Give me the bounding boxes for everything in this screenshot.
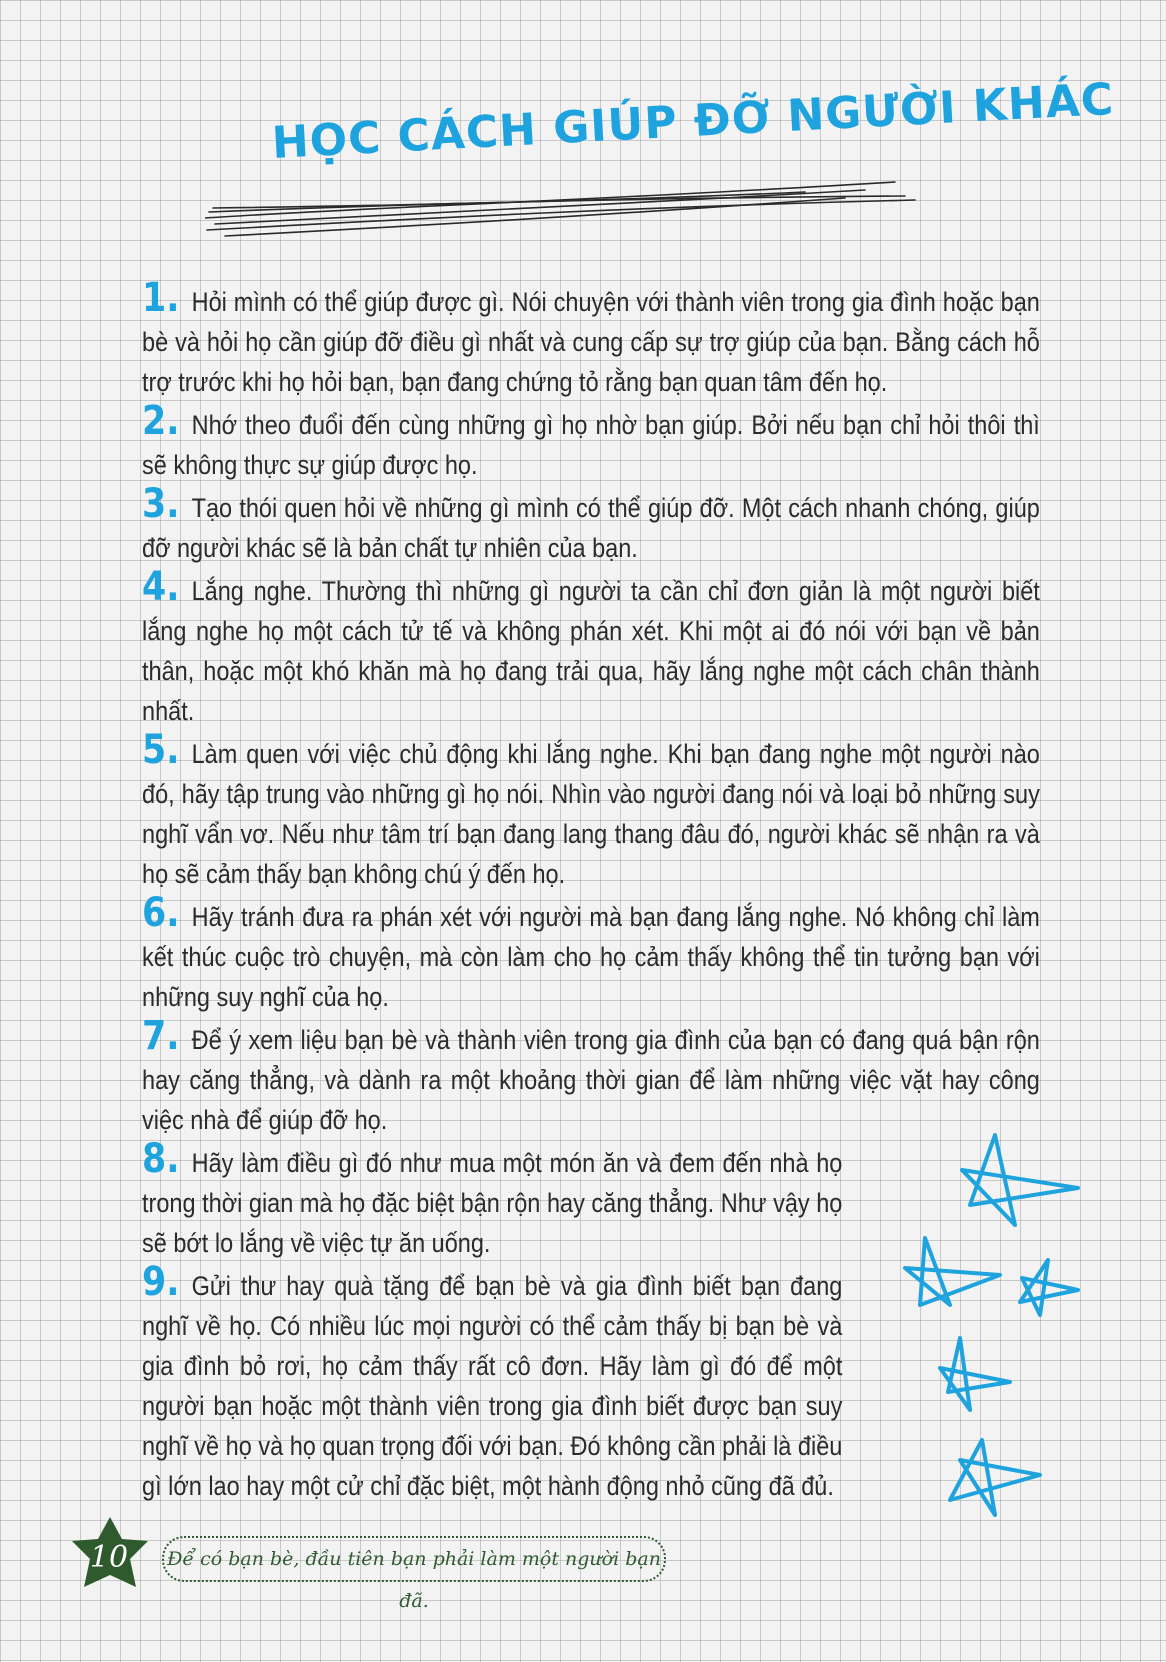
list-item xyxy=(142,1259,843,1506)
star-icon xyxy=(1020,1260,1078,1315)
item-text: Hãy làm điều gì đó như mua một món ăn và đem đến nhà họ trong thời gian mà họ đặc biệt bận rộn hay căng thẳng. Như vậy họ sẽ bớt lo lắng về việc tự ăn uống. xyxy=(142,1148,843,1258)
item-text: Để ý xem liệu bạn bè và thành viên trong gia đình của bạn có đang quá bận rộn hay căng thẳng, và dành ra một khoảng thời gian để làm những việc vặt hay công việc nhà để giúp đỡ họ. xyxy=(142,1025,1040,1135)
item-text: Nhớ theo đuổi đến cùng những gì họ nhờ bạn giúp. Bởi nếu bạn chỉ hỏi thôi thì sẽ không thực sự giúp được họ. xyxy=(142,410,1040,480)
doodle-stars xyxy=(900,1130,1080,1530)
item-number: 3. xyxy=(142,481,180,527)
list-item xyxy=(142,275,1040,402)
item-number: 7. xyxy=(142,1013,180,1059)
item-text: Tạo thói quen hỏi về những gì mình có thể giúp đỡ. Một cách nhanh chóng, giúp đỡ người khác sẽ là bản chất tự nhiên của bạn. xyxy=(142,493,1040,563)
list-item xyxy=(142,398,1040,485)
item-text: Hãy tránh đưa ra phán xét với người mà bạn đang lắng nghe. Nó không chỉ làm kết thúc cuộc trò chuyện, mà còn làm cho họ cảm thấy không thể tin tưởng bạn với những suy nghĩ của họ. xyxy=(142,902,1040,1012)
item-number: 4. xyxy=(142,564,180,610)
item-number: 1. xyxy=(142,275,180,321)
item-number: 8. xyxy=(142,1136,180,1182)
list-item xyxy=(142,1136,843,1263)
item-number: 9. xyxy=(142,1259,180,1305)
star-icon xyxy=(940,1338,1010,1410)
item-text: Hỏi mình có thể giúp được gì. Nói chuyện với thành viên trong gia đình hoặc bạn bè và hỏi họ cần giúp đỡ điều gì nhất và cung cấp sự trợ giúp của bạn. Bằng cách hỗ trợ trước khi họ hỏi bạn, bạn đang chứng tỏ rằng bạn quan tâm đến họ. xyxy=(142,287,1040,397)
star-icon xyxy=(950,1440,1040,1515)
list-item xyxy=(142,890,1040,1017)
item-number: 2. xyxy=(142,398,180,444)
item-text: Lắng nghe. Thường thì những gì người ta cần chỉ đơn giản là một người biết lắng nghe họ một cách tử tế và không phán xét. Khi một ai đó nói với bạn về bản thân, hoặc một khó khăn mà họ đang trải qua, hãy lắng nghe một cách chân thành nhất. xyxy=(142,576,1040,726)
page-number: 10 xyxy=(89,1540,129,1575)
item-text: Gửi thư hay quà tặng để bạn bè và gia đình biết bạn đang nghĩ về họ. Có nhiều lúc mọi người có thể cảm thấy bị bạn bè và gia đình bỏ rơi, họ cảm thấy rất cô đơn. Hãy làm gì đó để một người bạn hoặc một thành viên trong gia đình biết được bạn suy nghĩ về họ và họ quan trọng đối với bạn. Đó không cần phải là điều gì lớn lao hay một cử chỉ đặc biệt, một hành động nhỏ cũng đã đủ. xyxy=(142,1271,843,1501)
item-text: Làm quen với việc chủ động khi lắng nghe. Khi bạn đang nghe một người nào đó, hãy tập trung vào những gì họ nói. Nhìn vào người đang nói và loại bỏ những suy nghĩ vẩn vơ. Nếu như tâm trí bạn đang lang thang đâu đó, người khác sẽ nhận ra và họ sẽ cảm thấy bạn không chú ý đến họ. xyxy=(142,739,1040,889)
footer-quote: Để có bạn bè, đầu tiên bạn phải làm một người bạn đã. xyxy=(162,1536,666,1582)
item-number: 6. xyxy=(142,890,180,936)
list-item xyxy=(142,481,1040,568)
list-item xyxy=(142,727,1040,894)
page-title: HỌC CÁCH GIÚP ĐỠ NGƯỜI KHÁC xyxy=(270,73,1116,169)
star-icon xyxy=(905,1238,1000,1305)
list-item xyxy=(142,564,1040,731)
list-item xyxy=(142,1013,1040,1140)
star-icon xyxy=(962,1135,1078,1225)
item-number: 5. xyxy=(142,727,180,773)
title-underline-scribble xyxy=(205,178,925,248)
